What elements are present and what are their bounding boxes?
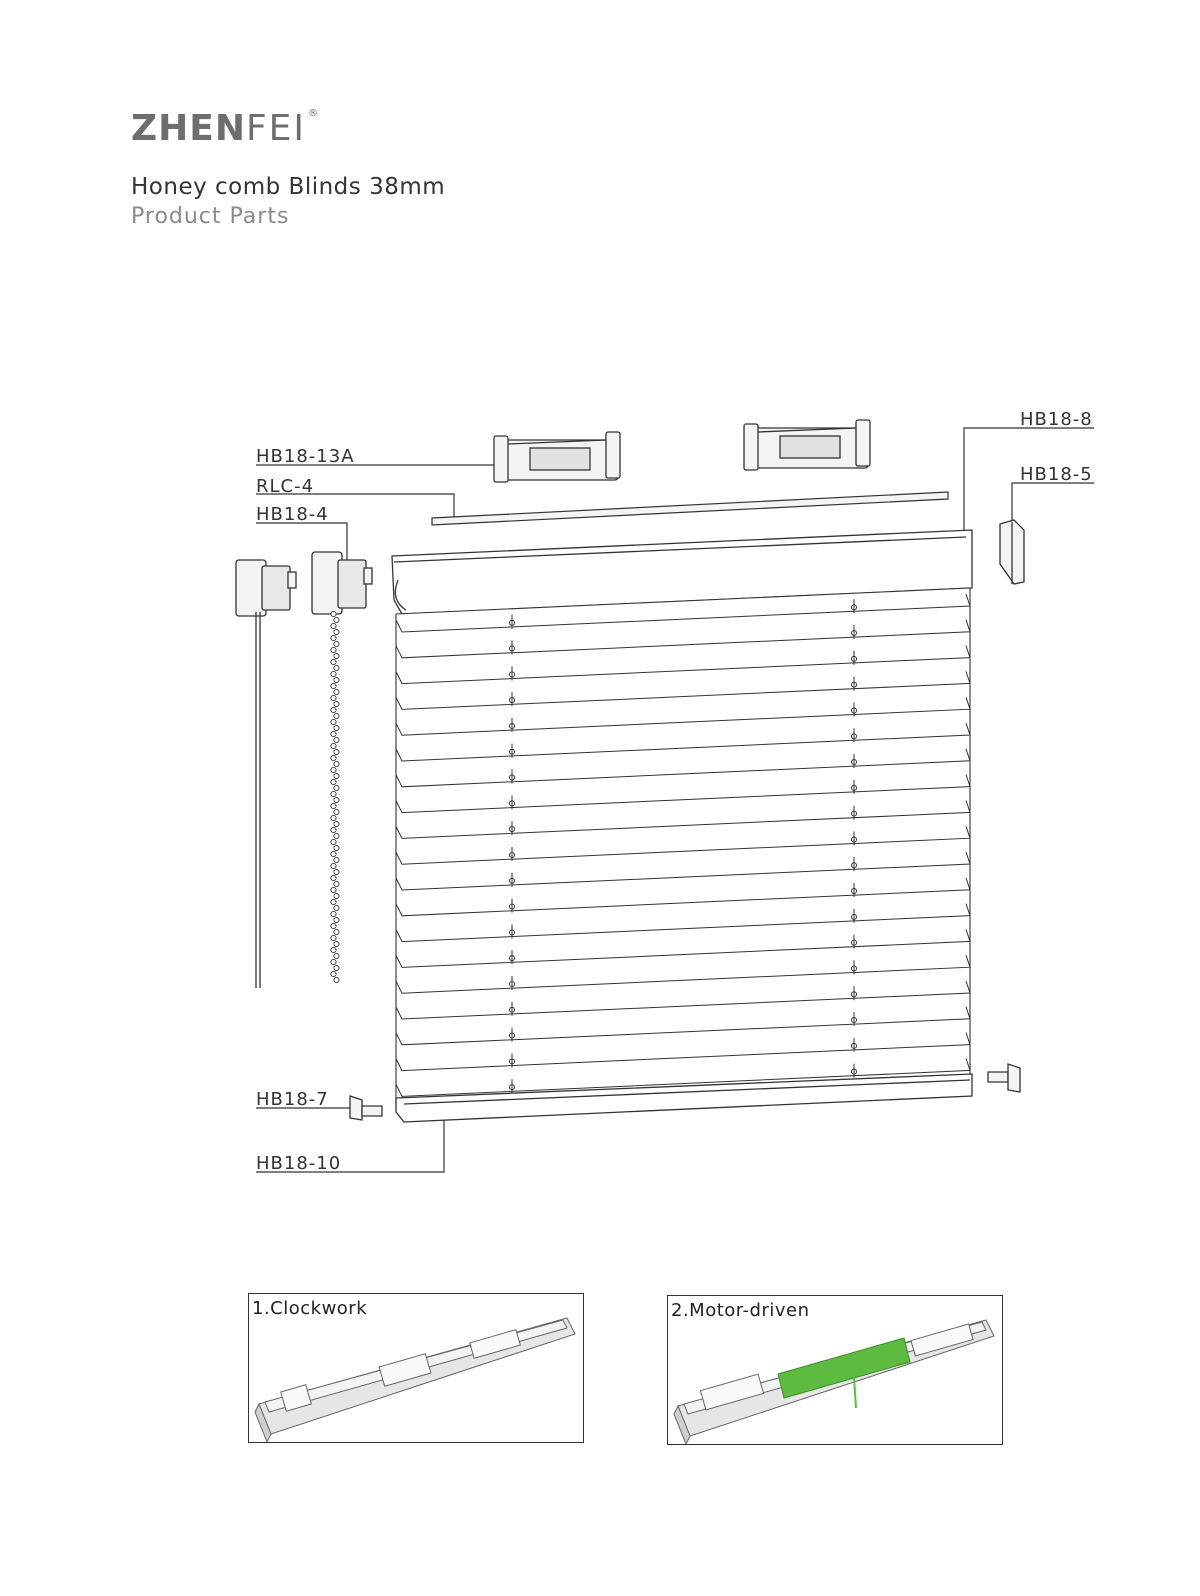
- registered-mark: ®: [308, 108, 320, 119]
- label-rlc-4: RLC-4: [256, 476, 315, 497]
- option-clockwork: [248, 1293, 584, 1443]
- leader-hb18-5: [1012, 483, 1094, 523]
- control-unit-wand: [236, 560, 296, 988]
- chain-bead: [334, 653, 339, 658]
- chain-bead: [331, 611, 336, 616]
- label-hb18-4: HB18-4: [256, 504, 329, 525]
- chain-bead: [331, 755, 336, 760]
- chain-bead: [331, 779, 336, 784]
- chain-bead: [334, 845, 339, 850]
- chain-bead: [331, 683, 336, 688]
- chain-bead: [331, 815, 336, 820]
- chain-bead: [334, 797, 339, 802]
- option-clockwork-label: 1.Clockwork: [252, 1298, 368, 1319]
- chain-bead: [334, 629, 339, 634]
- label-hb18-7: HB18-7: [256, 1089, 329, 1110]
- chain-bead: [334, 893, 339, 898]
- chain-bead: [331, 671, 336, 676]
- chain-bead: [334, 713, 339, 718]
- clockwork-rail-illustration: [249, 1294, 583, 1442]
- option-motor-driven: [667, 1295, 1003, 1445]
- brand-name-bold: ZHEN: [131, 108, 246, 149]
- motor-rail-illustration: [668, 1296, 1002, 1444]
- chain-bead: [334, 737, 339, 742]
- chain-bead: [331, 911, 336, 916]
- pleated-fabric: [396, 588, 970, 1106]
- brand-name-light: FEI: [245, 108, 307, 149]
- chain-bead: [334, 965, 339, 970]
- label-hb18-5: HB18-5: [1020, 464, 1093, 485]
- chain-bead: [331, 899, 336, 904]
- chain-bead: [334, 941, 339, 946]
- chain-bead: [334, 821, 339, 826]
- chain-bead: [331, 695, 336, 700]
- chain-bead: [331, 719, 336, 724]
- end-cap-right: [988, 1064, 1020, 1092]
- chain-bead: [331, 803, 336, 808]
- chain-bead: [334, 701, 339, 706]
- chain-bead: [334, 785, 339, 790]
- chain-bead: [331, 743, 336, 748]
- chain-bead: [331, 635, 336, 640]
- chain-bead: [331, 863, 336, 868]
- chain-bead: [331, 647, 336, 652]
- chain-bead: [334, 953, 339, 958]
- chain-bead: [334, 749, 339, 754]
- chain-bead: [331, 827, 336, 832]
- label-hb18-13a: HB18-13A: [256, 446, 355, 467]
- chain-bead: [331, 887, 336, 892]
- chain-bead: [334, 881, 339, 886]
- chain-bead: [334, 689, 339, 694]
- control-unit-chain: [312, 552, 372, 614]
- bead-chain: [331, 611, 339, 982]
- chain-bead: [331, 971, 336, 976]
- chain-bead: [334, 929, 339, 934]
- chain-bead: [331, 851, 336, 856]
- chain-bead: [334, 917, 339, 922]
- chain-bead: [331, 767, 336, 772]
- bracket-second: [744, 420, 870, 470]
- chain-bead: [334, 641, 339, 646]
- chain-bead: [334, 773, 339, 778]
- chain-bead: [331, 839, 336, 844]
- chain-bead: [334, 857, 339, 862]
- label-hb18-8: HB18-8: [1020, 409, 1093, 430]
- chain-bead: [334, 905, 339, 910]
- chain-bead: [331, 875, 336, 880]
- chain-bead: [334, 761, 339, 766]
- chain-bead: [334, 725, 339, 730]
- chain-bead: [334, 809, 339, 814]
- chain-bead: [334, 617, 339, 622]
- leader-hb18-8: [964, 428, 1094, 556]
- end-cap-hb18-5: [1000, 520, 1024, 584]
- chain-bead: [331, 923, 336, 928]
- option-motor-driven-label: 2.Motor-driven: [671, 1300, 810, 1321]
- chain-bead: [331, 623, 336, 628]
- chain-bead: [334, 677, 339, 682]
- label-hb18-10: HB18-10: [256, 1153, 342, 1174]
- chain-bead: [334, 977, 339, 982]
- end-cap-hb18-7: [350, 1096, 382, 1120]
- page-subtitle: Product Parts: [131, 204, 290, 229]
- chain-bead: [331, 791, 336, 796]
- chain-bead: [334, 833, 339, 838]
- bracket-hb18-13a: [494, 432, 620, 482]
- chain-bead: [331, 731, 336, 736]
- page-title: Honey comb Blinds 38mm: [131, 174, 446, 200]
- rod-rlc-4: [432, 492, 948, 525]
- chain-bead: [334, 665, 339, 670]
- chain-bead: [334, 869, 339, 874]
- chain-bead: [331, 659, 336, 664]
- chain-bead: [331, 935, 336, 940]
- chain-bead: [331, 947, 336, 952]
- chain-bead: [331, 707, 336, 712]
- chain-bead: [331, 959, 336, 964]
